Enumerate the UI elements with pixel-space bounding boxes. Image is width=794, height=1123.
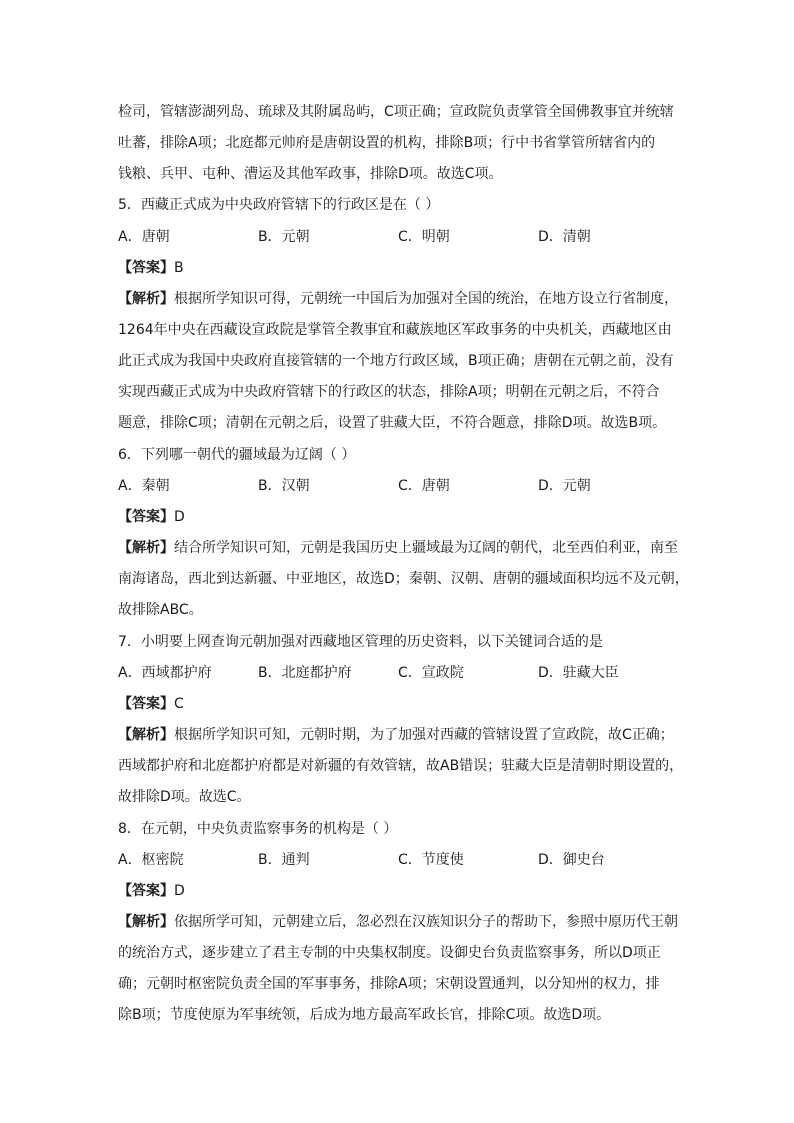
- question-8-stem: 8．在元朝，中央负责监察事务的机构是（ ）: [118, 821, 398, 837]
- option-a: A．西域都护府: [118, 665, 212, 681]
- question-5-analysis-1: [118, 289, 688, 309]
- question-8-analysis-3: 确；元朝时枢密院负责全国的军事事务，排除A项；宋朝设置通判，以分知州的权力，排: [118, 976, 660, 992]
- question-5-analysis-3: 此正式成为我国中央政府直接管辖的一个地方行政区域，B项正确；唐朝在元朝之前，没有: [118, 353, 674, 369]
- option-b: B．汉朝: [258, 478, 310, 494]
- analysis-text: 根据所学知识可知，元朝时期，为了加强对西藏的管辖设置了宣政院，故C正确；: [174, 727, 674, 743]
- option-b: B．元朝: [258, 229, 310, 245]
- question-5-answer: [118, 258, 688, 278]
- analysis-label: 【解析】: [118, 540, 174, 556]
- analysis-text: 结合所学知识可知，元朝是我国历史上疆域最为辽阔的朝代，北至西伯利亚，南至: [174, 540, 678, 556]
- analysis-label: 【解析】: [118, 291, 174, 307]
- answer-value: D: [174, 509, 185, 525]
- option-d: D．御史台: [538, 852, 605, 868]
- option-c: C．宣政院: [398, 665, 464, 681]
- intro-line-1: 检司，管辖澎湖列岛、琉球及其附属岛屿，C项正确；宣政院负责掌管全国佛教事宜并统辖: [118, 104, 674, 120]
- option-a: A．枢密院: [118, 852, 184, 868]
- question-5-analysis-2: 1264年中央在西藏设宣政院是掌管全教事宜和藏族地区军政事务的中央机关，西藏地区由: [118, 322, 672, 338]
- option-d: D．清朝: [538, 229, 591, 245]
- analysis-text: 依据所学可知，元朝建立后，忽必烈在汉族知识分子的帮助下，参照中原历代王朝: [174, 914, 678, 930]
- option-b: B．通判: [258, 852, 310, 868]
- intro-line-2: 吐蕃，排除A项；北庭都元帅府是唐朝设置的机构，排除B项；行中书省掌管所辖省内的: [118, 135, 656, 151]
- question-5-analysis-4: 实现西藏正式成为中央政府管辖下的行政区的状态，排除A项；明朝在元朝之后，不符合: [118, 384, 660, 400]
- question-6-analysis-1: [118, 538, 688, 558]
- option-d: D．驻藏大臣: [538, 665, 619, 681]
- analysis-text: 根据所学知识可得，元朝统一中国后为加强对全国的统治，在地方设立行省制度，: [174, 291, 678, 307]
- question-6-answer: [118, 507, 688, 527]
- question-5-stem: 5．西藏正式成为中央政府管辖下的行政区是在（ ）: [118, 197, 440, 213]
- option-a: A．秦朝: [118, 478, 170, 494]
- answer-label: 【答案】: [118, 509, 174, 525]
- question-8-analysis-1: [118, 912, 688, 932]
- answer-value: C: [174, 696, 184, 712]
- question-8-answer: [118, 881, 688, 901]
- question-5-analysis-5: 题意，排除C项；清朝在元朝之后，设置了驻藏大臣，不符合题意，排除D项。故选B项。: [118, 415, 667, 431]
- question-7-analysis-2: 西域都护府和北庭都护府都是对新疆的有效管辖，故AB错误；驻藏大臣是清朝时期设置的，: [118, 758, 684, 774]
- option-a: A．唐朝: [118, 229, 170, 245]
- option-c: C．唐朝: [398, 478, 450, 494]
- answer-value: B: [174, 260, 184, 276]
- analysis-label: 【解析】: [118, 727, 174, 743]
- answer-label: 【答案】: [118, 883, 174, 899]
- question-7-stem: 7．小明要上网查询元朝加强对西藏地区管理的历史资料，以下关键词合适的是: [118, 634, 603, 650]
- question-7-analysis-1: [118, 725, 688, 745]
- question-7-analysis-3: 故排除D项。故选C。: [118, 789, 251, 805]
- question-6-stem: 6．下列哪一朝代的疆域最为辽阔（ ）: [118, 447, 356, 463]
- answer-label: 【答案】: [118, 696, 174, 712]
- option-b: B．北庭都护府: [258, 665, 352, 681]
- answer-label: 【答案】: [118, 260, 174, 276]
- option-c: C．节度使: [398, 852, 464, 868]
- intro-line-3: 钱粮、兵甲、屯种、漕运及其他军政事，排除D项。故选C项。: [118, 166, 503, 182]
- option-d: D．元朝: [538, 478, 591, 494]
- question-7-answer: [118, 694, 688, 714]
- question-8-analysis-4: 除B项；节度使原为军事统领，后成为地方最高军政长官，排除C项。故选D项。: [118, 1007, 611, 1023]
- question-6-analysis-2: 南海诸岛，西北到达新疆、中亚地区，故选D；秦朝、汉朝、唐朝的疆域面积均远不及元朝，: [118, 571, 689, 587]
- question-6-analysis-3: 故排除ABC。: [118, 602, 203, 618]
- question-8-analysis-2: 的统治方式，逐步建立了君主专制的中央集权制度。设御史台负责监察事务，所以D项正: [118, 945, 661, 961]
- analysis-label: 【解析】: [118, 914, 174, 930]
- option-c: C．明朝: [398, 229, 450, 245]
- answer-value: D: [174, 883, 185, 899]
